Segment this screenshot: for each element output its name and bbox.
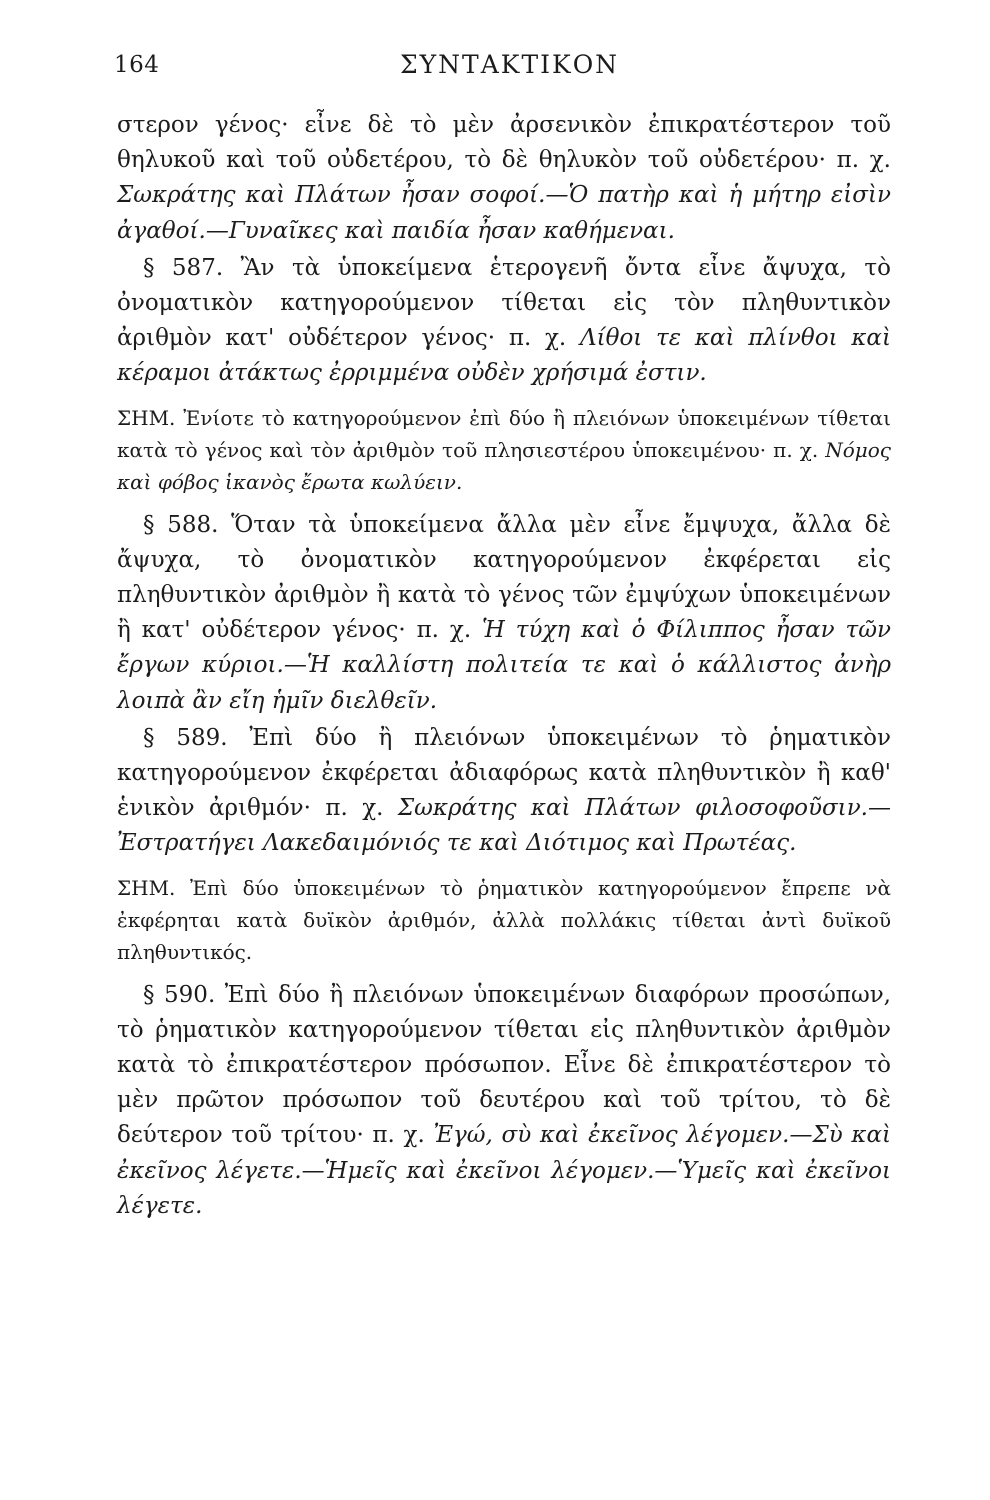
text: Ἐνίοτε τὸ κατηγορούμενον ἐπὶ δύο ἢ πλειόνων ὑποκειμένων τίθεται κατὰ τὸ γένος καὶ τὸν ἀριθμὸν τοῦ πλησιεστέρου ὑποκειμένου· π. χ. (117, 405, 891, 462)
section-number: § 588. (143, 511, 219, 538)
text: Ἐπὶ δύο ἢ πλειόνων ὑποκειμένων διαφόρων προσώπων, τὸ ῥηματικὸν κατηγορούμενον τίθεται εἰς πληθυντικὸν ἀριθμὸν κατὰ τὸ ἐπικρατέστερον πρόσωπον. Εἶνε δὲ ἐπικρατέστερον τὸ μὲν πρῶτον πρόσωπον τοῦ δευτέρου καὶ τοῦ τρίτου, τὸ δὲ δεύτερον τοῦ τρίτου· π. χ. (117, 981, 891, 1149)
section-590 (117, 978, 891, 1224)
section-number: § 590. (143, 981, 216, 1008)
text: Ἐπὶ δύο ὑποκειμένων τὸ ῥηματικὸν κατηγορούμενον ἔπρεπε νὰ ἐκφέρηται κατὰ δυϊκὸν ἀριθμόν, ἀλλὰ πολλάκις τίθεται ἀντὶ δυϊκοῦ πληθυντικός. (117, 875, 891, 964)
page-body (117, 108, 891, 1224)
example-text: Σωκράτης καὶ Πλάτων φιλοσοφοῦσιν.—Ἐστρατήγει Λακεδαιμόνιός τε καὶ Διότιμος καὶ Πρωτέας. (117, 795, 891, 857)
example-text: Σωκράτης καὶ Πλάτων ἦσαν σοφοί.—Ὁ πατὴρ καὶ ἡ μήτηρ εἰσὶν ἀγαθοί.—Γυναῖκες καὶ παιδία ἦσαν καθήμεναι. (117, 182, 891, 244)
example-text: Ἐγώ, σὺ καὶ ἐκεῖνος λέγομεν.—Σὺ καὶ ἐκεῖνος λέγετε.—Ἡμεῖς καὶ ἐκεῖνοι λέγομεν.—Ὑμεῖς καὶ ἐκεῖνοι λέγετε. (117, 1122, 891, 1219)
section-588 (117, 508, 891, 719)
section-number: § 589. (143, 724, 228, 751)
note-2 (117, 872, 891, 968)
text: Ἂν τὰ ὑποκείμενα ἑτερογενῆ ὄντα εἶνε ἄψυχα, τὸ ὀνοματικὸν κατηγορούμενον τίθεται εἰς τὸν πληθυντικὸν ἀριθμὸν κατ' οὐδέτερον γένος· π. χ. (117, 254, 891, 352)
section-589 (117, 721, 891, 862)
paragraph-continuation (117, 108, 891, 249)
page-number: 164 (114, 52, 160, 78)
example-text: Λίθοι τε καὶ πλίνθοι καὶ κέραμοι ἀτάκτως ἐρριμμένα οὐδὲν χρήσιμά ἐστιν. (117, 325, 891, 387)
example-text: Ἡ τύχη καὶ ὁ Φίλιππος ἦσαν τῶν ἔργων κύριοι.—Ἡ καλλίστη πολιτεία τε καὶ ὁ κάλλιστος ἀνὴρ λοιπὰ ἂν εἴη ἡμῖν διελθεῖν. (117, 617, 891, 714)
example-text: Νόμος καὶ φόβος ἱκανὸς ἔρωτα κωλύειν. (117, 437, 891, 494)
section-587 (117, 251, 891, 392)
note-1 (117, 402, 891, 498)
note-label: ΣΗΜ. (117, 405, 176, 430)
section-number: § 587. (143, 254, 224, 281)
text: Ὅταν τὰ ὑποκείμενα ἄλλα μὲν εἶνε ἔμψυχα, ἄλλα δὲ ἄψυχα, τὸ ὀνοματικὸν κατηγορούμενον ἐκφέρεται εἰς πληθυντικὸν ἀριθμὸν ἢ κατὰ τὸ γένος τῶν ἐμψύχων ὑποκειμένων ἢ κατ' οὐδέτερον γένος· π. χ. (117, 511, 891, 644)
text: Ἐπὶ δύο ἢ πλειόνων ὑποκειμένων τὸ ῥηματικὸν κατηγορούμενον ἐκφέρεται ἀδιαφόρως κατὰ πληθυντικὸν ἢ καθ' ἑνικὸν ἀριθμόν· π. χ. (117, 724, 891, 822)
text: στερον γένος· εἶνε δὲ τὸ μὲν ἀρσενικὸν ἐπικρατέστερον τοῦ θηλυκοῦ καὶ τοῦ οὐδετέρου, τὸ δὲ θηλυκὸν τοῦ οὐδετέρου· π. χ. (117, 112, 891, 174)
note-label: ΣΗΜ. (117, 875, 176, 900)
running-head: ΣΥΝΤΑΚΤΙΚΟΝ (400, 50, 620, 79)
